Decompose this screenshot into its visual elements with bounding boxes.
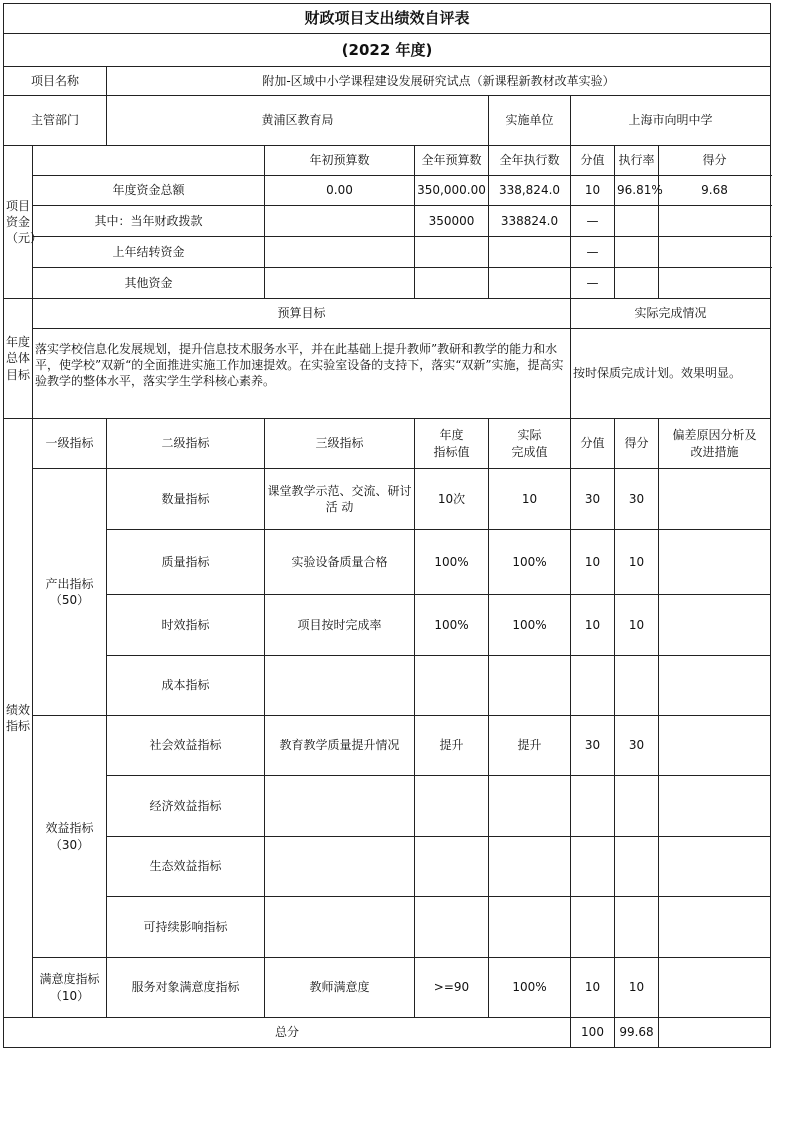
- score-value: 30: [571, 469, 615, 530]
- funds-cell: [659, 237, 771, 268]
- funds-cell: [615, 206, 659, 237]
- actual-value: 10: [489, 469, 571, 530]
- funds-header-blank: [33, 146, 265, 176]
- funds-label: 项目资金 （元）: [4, 146, 33, 299]
- level3-indicator: 实验设备质量合格: [265, 530, 415, 595]
- deviation-note: [659, 897, 771, 958]
- annual-target: 100%: [415, 530, 489, 595]
- funds-cell: 338824.0: [489, 206, 571, 237]
- level3-indicator: [265, 837, 415, 897]
- funds-cell: —: [571, 268, 615, 299]
- deviation-note: [659, 958, 771, 1018]
- level3-indicator: 教育教学质量提升情况: [265, 716, 415, 776]
- deviation-note: [659, 469, 771, 530]
- score-header: 得分: [659, 146, 771, 176]
- actual-value: [489, 656, 571, 716]
- level2-indicator: 时效指标: [107, 595, 265, 656]
- level3-indicator: [265, 656, 415, 716]
- score: [615, 776, 659, 837]
- funds-cell: [615, 237, 659, 268]
- deviation-note: [659, 656, 771, 716]
- deviation-note: [659, 837, 771, 897]
- annual-target-header: 年度 指标值: [415, 419, 489, 469]
- funds-cell: [659, 206, 771, 237]
- actual-value: 提升: [489, 716, 571, 776]
- funds-cell: —: [571, 237, 615, 268]
- initial-budget-header: 年初预算数: [265, 146, 415, 176]
- level2-indicator: 数量指标: [107, 469, 265, 530]
- evaluation-sheet: [3, 3, 770, 1048]
- annual-target: 100%: [415, 595, 489, 656]
- total-score: 99.68: [615, 1018, 659, 1048]
- score-value-header: 分值: [571, 419, 615, 469]
- funds-cell: [615, 268, 659, 299]
- annual-target: [415, 776, 489, 837]
- actual-value: [489, 837, 571, 897]
- level3-indicator: 项目按时完成率: [265, 595, 415, 656]
- annual-target: [415, 837, 489, 897]
- level3-header: 三级指标: [265, 419, 415, 469]
- score: 10: [615, 595, 659, 656]
- score-value: 10: [571, 958, 615, 1018]
- level2-indicator: 生态效益指标: [107, 837, 265, 897]
- total-label: 总分: [4, 1018, 571, 1048]
- score-value: 10: [571, 530, 615, 595]
- level3-indicator: 课堂教学示范、交流、研讨活 动: [265, 469, 415, 530]
- funds-cell: 350,000.00: [415, 176, 489, 206]
- deviation-note: [659, 530, 771, 595]
- score: [615, 837, 659, 897]
- score-value: 10: [571, 595, 615, 656]
- level2-indicator: 社会效益指标: [107, 716, 265, 776]
- budget-goal-text: 落实学校信息化发展规划，提升信息技术服务水平，并在此基础上提升教师”教研和教学的能力和水平，使学校”双新“的全面推进实施工作加速提效。在实验室设备的支持下，落实“双新”实施，提高实验教学的整体水平，落实学生学科核心素养。: [33, 329, 571, 419]
- level2-indicator: 经济效益指标: [107, 776, 265, 837]
- annual-target: 10次: [415, 469, 489, 530]
- goals-label: 年度 总体 目标: [4, 299, 33, 419]
- actual-status-text: 按时保质完成计划。效果明显。: [571, 329, 771, 419]
- score: [615, 897, 659, 958]
- funds-cell: 338,824.0: [489, 176, 571, 206]
- level2-indicator: 质量指标: [107, 530, 265, 595]
- actual-value: 100%: [489, 958, 571, 1018]
- total-score-value: 100: [571, 1018, 615, 1048]
- funds-cell: 96.81%: [615, 176, 659, 206]
- annual-target: >=90: [415, 958, 489, 1018]
- score-value: [571, 897, 615, 958]
- score: 30: [615, 469, 659, 530]
- annual-target: [415, 656, 489, 716]
- annual-target: 提升: [415, 716, 489, 776]
- level1-indicator: 满意度指标 （10）: [33, 958, 107, 1018]
- level3-indicator: [265, 776, 415, 837]
- annual-exec-header: 全年执行数: [489, 146, 571, 176]
- funds-cell: [265, 268, 415, 299]
- exec-rate-header: 执行率: [615, 146, 659, 176]
- funds-cell: [415, 268, 489, 299]
- funds-cell: 10: [571, 176, 615, 206]
- level2-indicator: 可持续影响指标: [107, 897, 265, 958]
- funds-cell: 9.68: [659, 176, 771, 206]
- actual-status-header: 实际完成情况: [571, 299, 771, 329]
- score-value: 30: [571, 716, 615, 776]
- level3-indicator: [265, 897, 415, 958]
- deviation-note: [659, 595, 771, 656]
- deviation-note: [659, 716, 771, 776]
- funds-row-label: 上年结转资金: [33, 237, 265, 268]
- funds-cell: [489, 268, 571, 299]
- funds-cell: [489, 237, 571, 268]
- level3-indicator: 教师满意度: [265, 958, 415, 1018]
- unit-value: 上海市向明中学: [571, 96, 771, 146]
- actual-value: [489, 897, 571, 958]
- self-evaluation-table: [3, 3, 771, 1048]
- score: 10: [615, 958, 659, 1018]
- level1-indicator: 产出指标 （50）: [33, 469, 107, 716]
- deviation-note: [659, 776, 771, 837]
- score-header: 得分: [615, 419, 659, 469]
- level2-indicator: 服务对象满意度指标: [107, 958, 265, 1018]
- funds-row-label: 其他资金: [33, 268, 265, 299]
- annual-budget-header: 全年预算数: [415, 146, 489, 176]
- project-name-value: 附加-区域中小学课程建设发展研究试点（新课程新教材改革实验）: [107, 67, 771, 96]
- unit-label: 实施单位: [489, 96, 571, 146]
- level1-header: 一级指标: [33, 419, 107, 469]
- project-name-label: 项目名称: [4, 67, 107, 96]
- total-note: [659, 1018, 771, 1048]
- actual-value: [489, 776, 571, 837]
- annual-target: [415, 897, 489, 958]
- score-value: [571, 776, 615, 837]
- dept-label: 主管部门: [4, 96, 107, 146]
- funds-cell: 0.00: [265, 176, 415, 206]
- page-title: 财政项目支出绩效自评表: [4, 4, 771, 34]
- score-value: [571, 837, 615, 897]
- funds-cell: [415, 237, 489, 268]
- budget-goal-header: 预算目标: [33, 299, 571, 329]
- funds-row-label: 年度资金总额: [33, 176, 265, 206]
- funds-cell: 350000: [415, 206, 489, 237]
- score-value-header: 分值: [571, 146, 615, 176]
- score: 10: [615, 530, 659, 595]
- deviation-header: 偏差原因分析及 改进措施: [659, 419, 771, 469]
- funds-row-label: 其中：当年财政拨款: [33, 206, 265, 237]
- level2-indicator: 成本指标: [107, 656, 265, 716]
- score: [615, 656, 659, 716]
- perf-label: 绩效 指标: [4, 419, 33, 1018]
- actual-value-header: 实际 完成值: [489, 419, 571, 469]
- dept-value: 黄浦区教育局: [107, 96, 489, 146]
- funds-cell: [659, 268, 771, 299]
- year-subtitle: (2022 年度): [4, 34, 771, 67]
- actual-value: 100%: [489, 530, 571, 595]
- level1-indicator: 效益指标 （30）: [33, 716, 107, 958]
- funds-cell: —: [571, 206, 615, 237]
- score-value: [571, 656, 615, 716]
- actual-value: 100%: [489, 595, 571, 656]
- level2-header: 二级指标: [107, 419, 265, 469]
- score: 30: [615, 716, 659, 776]
- funds-cell: [265, 237, 415, 268]
- funds-cell: [265, 206, 415, 237]
